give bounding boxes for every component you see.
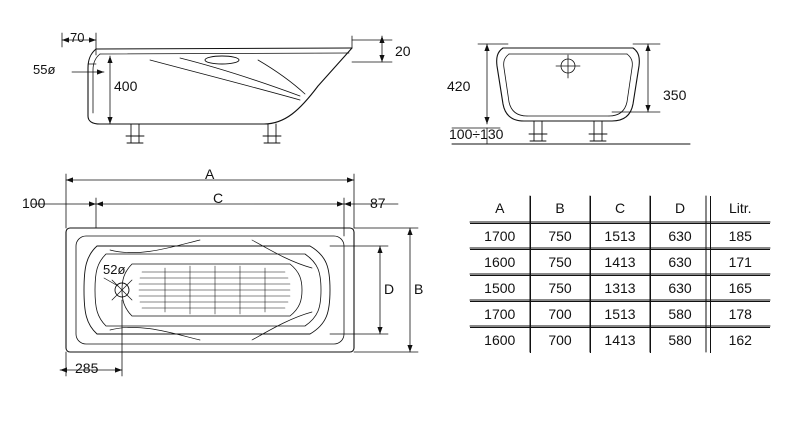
dim-label-400: 400 [114,78,138,94]
cell-c: 1313 [590,276,650,302]
dim-label-A: A [205,166,215,182]
table-header-a: A [470,196,530,224]
cell-c: 1513 [590,302,650,328]
table-header-row [470,196,770,224]
dim-label-C: C [213,190,224,206]
cell-c: 1513 [590,224,650,250]
plan-view-dimensions [32,174,418,376]
side-elevation-dimensions [62,30,392,124]
table-header-litr: Litr. [710,196,770,224]
dim-label-100: 100 [22,195,46,211]
table-header-b: B [530,196,590,224]
plan-view-outline [66,228,354,352]
table-header-c: C [590,196,650,224]
table-row [470,276,770,302]
dim-label-350: 350 [663,87,687,103]
dim-label-B: B [414,281,424,297]
cell-a: 1700 [470,302,530,328]
cell-a: 1500 [470,276,530,302]
dim-label-70: 70 [70,30,85,45]
cell-d: 630 [650,276,710,302]
dim-label-D: D [384,281,395,297]
cell-b: 750 [530,276,590,302]
cell-a: 1700 [470,224,530,250]
cell-d: 630 [650,250,710,276]
table-row [470,250,770,276]
table-row [470,328,770,354]
cell-b: 750 [530,250,590,276]
cell-litr: 178 [728,306,752,322]
table-row [470,224,770,250]
dim-label-87: 87 [370,195,386,211]
cell-b: 700 [530,302,590,328]
table-row [470,302,770,328]
dim-label-100-130: 100÷130 [449,126,504,142]
cell-b: 750 [530,224,590,250]
cell-a: 1600 [470,250,530,276]
cell-litr: 162 [728,332,752,348]
dimension-table [470,196,770,353]
end-elevation-feet [529,121,607,141]
cell-litr: 185 [728,228,752,244]
cell-c: 1413 [590,328,650,354]
end-elevation-outline [497,48,640,121]
cell-d: 630 [650,224,710,250]
cell-litr: 165 [728,280,752,296]
cell-c: 1413 [590,250,650,276]
dim-label-55d: 55ø [33,62,56,77]
dim-label-285: 285 [75,360,99,376]
cell-d: 580 [650,302,710,328]
cell-a: 1600 [470,328,530,354]
cell-litr: 171 [728,254,752,270]
table-header-d: D [650,196,710,224]
dim-label-420: 420 [447,78,471,94]
cell-d: 580 [650,328,710,354]
dim-label-52d: 52ø [103,262,126,277]
side-elevation-feet [126,124,281,143]
dim-label-20: 20 [395,43,411,59]
cell-b: 700 [530,328,590,354]
